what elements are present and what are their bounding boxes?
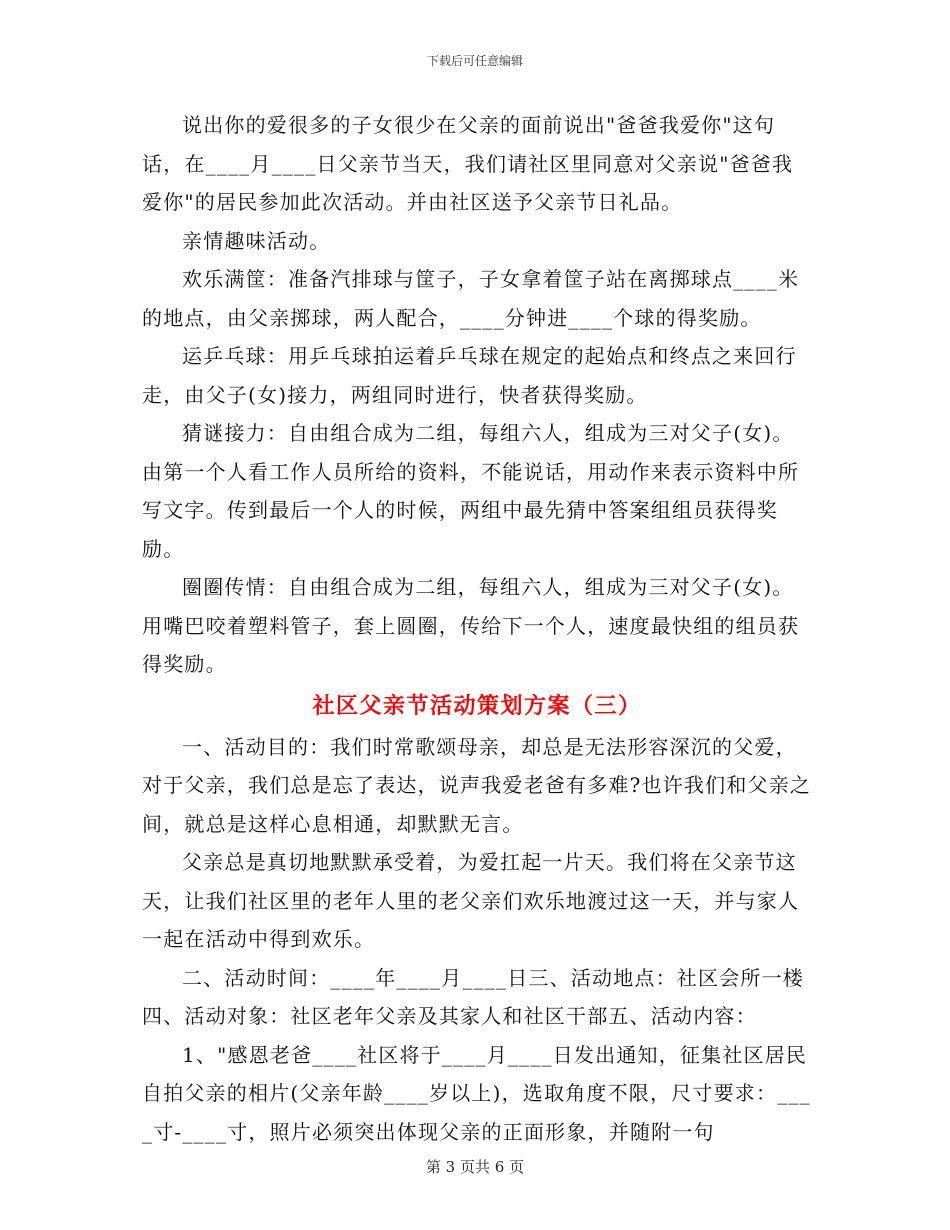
- paragraph-pingpong-relay: 运乒乓球：用乒乓球拍运着乒乓球在规定的起始点和终点之来回行走，由父子(女)接力，两组同时进行，快者获得奖励。: [142, 344, 797, 407]
- paragraph-purpose: 一、活动目的：我们时常歌颂母亲，却总是无法形容深沉的父爱，对于父亲，我们总是忘了表达，说声我爱老爸有多难?也许我们和父亲之间，就总是这样心息相通，却默默无言。: [142, 734, 812, 836]
- page-header: 下载后可任意编辑: [426, 54, 523, 68]
- page-number: 第 3 页共 6 页: [425, 1158, 525, 1176]
- paragraph-photo-collection: 1、"感恩老爸____社区将于____月____日发出通知，征集社区居民自拍父亲的相片(父亲年龄____岁以上)，选取角度不限，尺寸要求：____寸-____寸，照片必须突出体现父亲的正面形象，并随附一句: [142, 1042, 811, 1144]
- paragraph-basket-game: 欢乐满筐：准备汽排球与筐子，子女拿着筐子站在离掷球点____米的地点，由父亲掷球，两人配合，____分钟进____个球的得奖励。: [142, 267, 800, 330]
- paragraph-riddle-relay: 猜谜接力：自由组合成为二组，每组六人，组成为三对父子(女)。由第一个人看工作人员所给的资料，不能说话，用动作来表示资料中所写文字。传到最后一个人的时候，两组中最先猜中答案组组员获得奖励。: [142, 421, 800, 561]
- document-body: [142, 106, 812, 1151]
- section-title: 社区父亲节活动策划方案（三）: [312, 692, 642, 719]
- paragraph-time-place-target: 二、活动时间：____年____月____日三、活动地点：社区会所一楼四、活动对象：社区老年父亲及其家人和社区干部五、活动内容：: [142, 965, 804, 1028]
- paragraph-purpose-continued: 父亲总是真切地默默承受着，为爱扛起一片天。我们将在父亲节这天，让我们社区里的老年人里的老父亲们欢乐地渡过这一天，并与家人一起在活动中得到欢乐。: [142, 850, 800, 951]
- paragraph-family-activities: 亲情趣味活动。: [182, 228, 331, 253]
- paragraph-ring-relay: 圈圈传情：自由组合成为二组，每组六人，组成为三对父子(女)。用嘴巴咬着塑料管子，套上圆圈，传给下一个人，速度最快组的组员获得奖励。: [142, 575, 800, 676]
- paragraph-invitation: 说出你的爱很多的子女很少在父亲的面前说出"爸爸我爱你"这句话，在____月____日父亲节当天，我们请社区里同意对父亲说"爸爸我爱你"的居民参加此次活动。并由社区送予父亲节日礼品。: [142, 113, 794, 214]
